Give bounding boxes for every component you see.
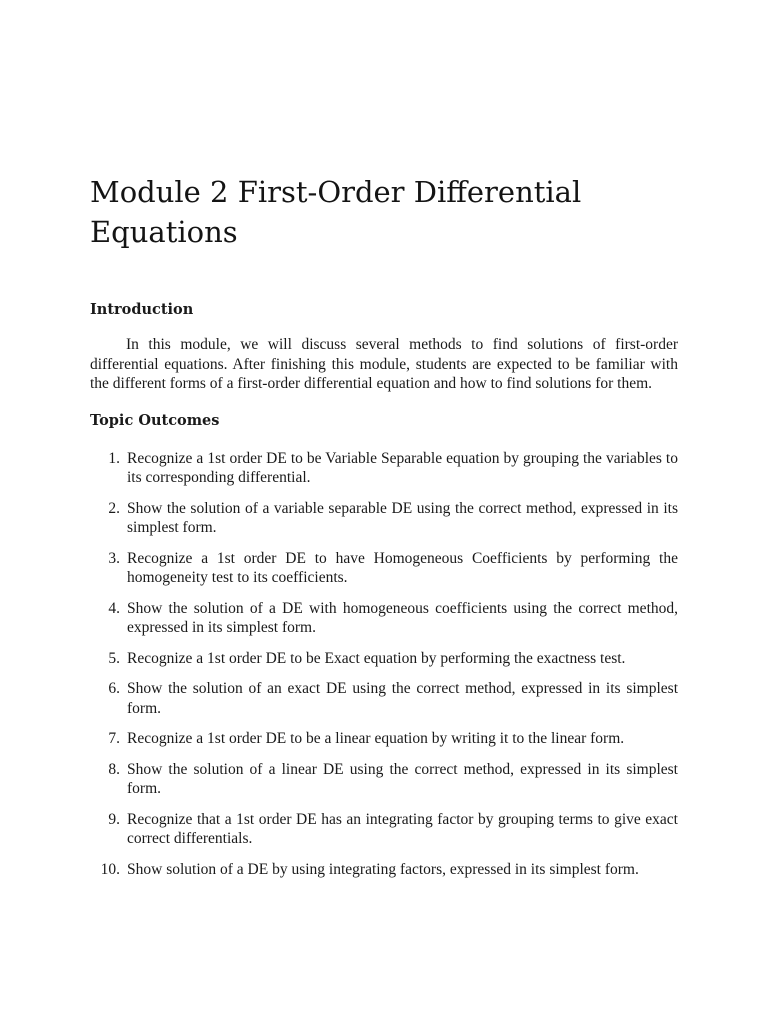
list-item-text: Show the solution of a variable separable DE using the correct method, expressed in its simplest form.	[127, 499, 678, 536]
list-item	[90, 649, 678, 669]
list-item	[90, 449, 678, 488]
list-item-text: Recognize that a 1st order DE has an integrating factor by grouping terms to give exact correct differentials.	[127, 810, 678, 847]
introduction-heading: Introduction	[90, 301, 194, 318]
list-item-number: 8.	[108, 760, 120, 778]
list-item	[90, 860, 678, 880]
list-item-number: 6.	[108, 680, 120, 697]
list-item-text: Recognize a 1st order DE to be a linear equation by writing it to the linear form.	[127, 730, 625, 747]
list-item	[90, 679, 678, 718]
list-item-text: Recognize a 1st order DE to be Exact equation by performing the exactness test.	[127, 649, 626, 667]
topic-outcomes-list	[90, 449, 678, 880]
list-item-number: 4.	[108, 599, 120, 617]
list-item-number: 9.	[108, 810, 120, 828]
list-item-number: 7.	[108, 730, 120, 747]
list-item	[90, 810, 678, 849]
list-item-number: 10.	[100, 860, 120, 878]
list-item	[90, 729, 678, 749]
list-item-text: Show the solution of an exact DE using the correct method, expressed in its simplest form.	[127, 680, 678, 717]
topic-outcomes-heading: Topic Outcomes	[90, 411, 220, 429]
page-title	[90, 172, 678, 252]
list-item	[90, 599, 678, 638]
list-item-number: 3.	[108, 549, 120, 567]
introduction-paragraph: In this module, we will discuss several methods to find solutions of first-order differential equations. After finishing this module, students are expected to be familiar with the different forms of a first-order differential equation and how to find solutions for them.	[90, 336, 678, 392]
title-line-2: Equations	[90, 215, 238, 249]
list-item-text: Show the solution of a DE with homogeneous coefficients using the correct method, expressed in its simplest form.	[127, 599, 678, 636]
list-item	[90, 499, 678, 538]
list-item-number: 5.	[108, 649, 120, 667]
list-item-number: 1.	[108, 449, 120, 467]
title-line-1: Module 2 First-Order Differential	[90, 175, 582, 209]
list-item-number: 2.	[108, 499, 120, 517]
list-item-text: Recognize a 1st order DE to have Homogeneous Coefficients by performing the homogeneity test to its coefficients.	[127, 549, 678, 586]
list-item	[90, 549, 678, 588]
list-item-text: Recognize a 1st order DE to be Variable Separable equation by grouping the variables to its corresponding differential.	[127, 449, 678, 486]
document-page	[90, 172, 678, 890]
list-item	[90, 760, 678, 799]
list-item-text: Show the solution of a linear DE using the correct method, expressed in its simplest form.	[127, 760, 678, 797]
list-item-text: Show solution of a DE by using integrating factors, expressed in its simplest form.	[127, 860, 639, 878]
